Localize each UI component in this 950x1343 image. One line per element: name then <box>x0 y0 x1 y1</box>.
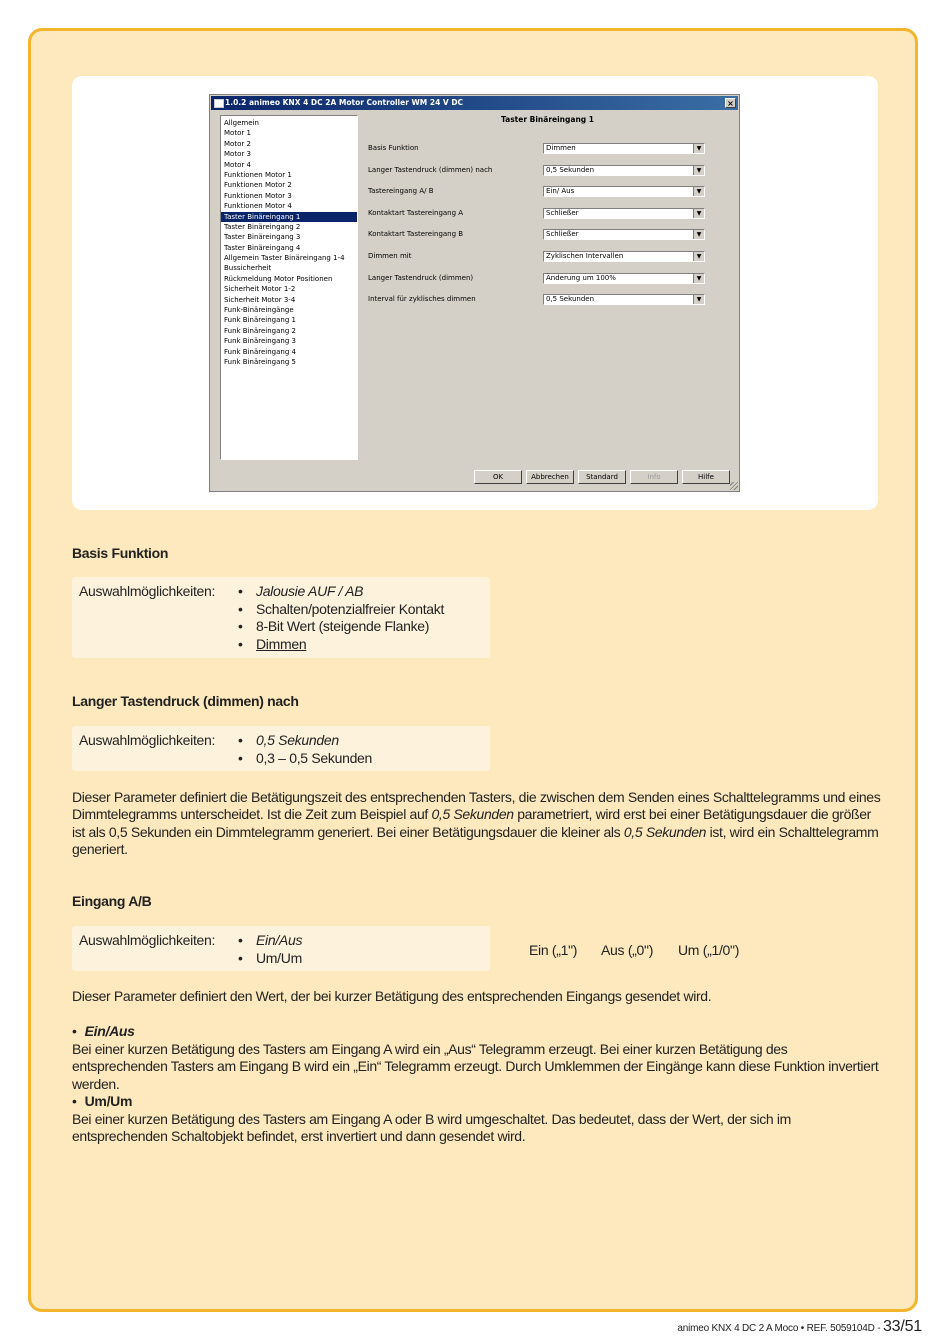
options-label: Auswahlmöglichkeiten: <box>79 583 216 599</box>
chevron-down-icon[interactable]: ▼ <box>693 274 704 283</box>
tree-item[interactable]: Funk Binäreingang 5 <box>224 357 296 366</box>
dialog-title: 1.0.2 animeo KNX 4 DC 2A Motor Controller WM 24 V DC <box>225 98 464 107</box>
options-label: Auswahlmöglichkeiten: <box>79 932 216 948</box>
dropdown-value: 0,5 Sekunden <box>546 295 595 304</box>
tree-item[interactable]: Funk Binäreingang 2 <box>224 326 296 335</box>
list-item: • 0,5 Sekunden <box>238 732 339 748</box>
paragraph-ein-aus: Bei einer kurzen Betätigung des Tasters am Eingang A wird ein „Aus“ Telegramm erzeugt. Bei einer kurzen Betätigung des entsprechenden Tasters am Eingang B wird ein „Ein“ Telegramm erzeugt. Durch Umklemmen der Eingänge kann diese Funktion invertiert werden. <box>72 1041 879 1092</box>
parameter-dropdown[interactable] <box>543 186 705 197</box>
dialog-titlebar[interactable] <box>211 96 738 110</box>
tree-item[interactable]: Taster Binäreingang 3 <box>224 233 301 242</box>
panel-title: Taster Binäreingang 1 <box>500 115 594 124</box>
parameter-row <box>368 143 708 155</box>
section-title-basis: Basis Funktion <box>72 545 169 561</box>
footer-text: animeo KNX 4 DC 2 A Moco • REF. 5059104D - <box>677 1323 881 1334</box>
paragraph-um-um: Bei einer kurzen Betätigung des Tasters am Eingang A oder B wird umgeschaltet. Das bedeutet, dass der Wert, der sich im entsprechenden Schaltobjekt befindet, erst invertiert und dann gesendet wird. <box>72 1111 791 1145</box>
legend-aus: Aus („0") <box>601 942 654 958</box>
ok-button[interactable]: OK <box>474 470 522 484</box>
paragraph-langer: Dieser Parameter definiert die Betätigungszeit des entsprechenden Tasters, die zwischen dem Senden eines Schalttelegramms und eines Dimmtelegramms unterscheidet. Ist die Zeit zum Beispiel auf 0,5 Sekunden parametriert, wird erst bei einer Betätigungsdauer die größer ist als 0,5 Sekunden ein Dimmtelegramm generiert. Bei einer Betätigungsdauer die kleiner als 0,5 Sekunden ist, wird ein Schalttelegramm generiert. <box>72 789 881 858</box>
options-box-langer <box>72 726 490 771</box>
parameter-label: Kontaktart Tastereingang B <box>368 230 464 239</box>
parameter-dialog <box>209 94 740 492</box>
page-number: 33/51 <box>882 1318 922 1335</box>
bullet-head-ein-aus: • Ein/Aus <box>72 1023 135 1039</box>
list-item: • Um/Um <box>238 949 302 966</box>
parameter-dropdown[interactable] <box>543 165 705 176</box>
chevron-down-icon[interactable]: ▼ <box>693 166 704 175</box>
bullet-head-um-um: • Um/Um <box>72 1093 133 1109</box>
dropdown-value: Ein/ Aus <box>546 187 575 196</box>
tree-item[interactable]: Motor 4 <box>224 160 251 169</box>
list-item: • 8-Bit Wert (steigende Flanke) <box>238 618 430 634</box>
parameter-label: Interval für zyklisches dimmen <box>368 295 476 304</box>
chevron-down-icon[interactable]: ▼ <box>693 230 704 239</box>
parameter-label: Kontaktart Tastereingang A <box>368 208 464 217</box>
section-title-langer: Langer Tastendruck (dimmen) nach <box>72 693 299 709</box>
tree-item[interactable]: Funk Binäreingang 3 <box>224 337 296 346</box>
parameter-tree[interactable] <box>220 115 358 460</box>
tree-item[interactable]: Funktionen Motor 4 <box>224 202 292 211</box>
list-item: • Jalousie AUF / AB <box>238 583 364 599</box>
parameter-row <box>368 186 708 198</box>
close-button[interactable]: × <box>725 98 736 108</box>
dropdown-value: 0,5 Sekunden <box>546 165 595 174</box>
parameter-label: Tastereingang A/ B <box>368 187 434 196</box>
standard-button[interactable]: Standard <box>578 470 626 484</box>
parameter-label: Dimmen mit <box>368 252 412 260</box>
parameter-row <box>368 251 708 263</box>
options-box-eingang <box>72 926 490 971</box>
tree-item[interactable]: Funk Binäreingang 4 <box>224 347 296 356</box>
tree-item[interactable]: Funk Binäreingang 1 <box>224 316 296 325</box>
page-footer <box>677 1318 922 1336</box>
parameter-label: Langer Tastendruck (dimmen) <box>368 273 474 282</box>
parameter-dropdown[interactable] <box>543 251 705 262</box>
parameter-row <box>368 165 708 177</box>
app-icon <box>214 99 224 108</box>
chevron-down-icon[interactable]: ▼ <box>693 295 704 304</box>
parameter-row <box>368 208 708 220</box>
help-button[interactable]: Hilfe <box>682 470 730 484</box>
dropdown-value: Zyklischen Intervallen <box>546 252 624 260</box>
tree-item[interactable]: Taster Binäreingang 2 <box>224 222 301 231</box>
parameter-label: Langer Tastendruck (dimmen) nach <box>368 165 493 174</box>
tree-item[interactable]: Motor 3 <box>224 150 251 159</box>
tree-item[interactable]: Sicherheit Motor 3-4 <box>224 295 296 304</box>
parameter-row <box>368 294 708 306</box>
tree-item[interactable]: Bussicherheit <box>224 264 272 273</box>
tree-item[interactable]: Funktionen Motor 3 <box>224 191 292 200</box>
dropdown-value: Änderung um 100% <box>546 273 616 282</box>
info-button[interactable]: Info <box>630 470 678 484</box>
cancel-button[interactable]: Abbrechen <box>526 470 574 484</box>
dropdown-value: Schließer <box>546 208 579 217</box>
dropdown-value: Dimmen <box>546 144 576 152</box>
list-item: • Ein/Aus <box>238 932 303 948</box>
tree-item[interactable]: Taster Binäreingang 1 <box>221 212 357 222</box>
chevron-down-icon[interactable]: ▼ <box>693 187 704 196</box>
tree-item[interactable]: Funk-Binäreingänge <box>224 306 294 315</box>
tree-item[interactable]: Funktionen Motor 1 <box>224 170 292 179</box>
options-box-basis <box>72 577 490 658</box>
parameter-dropdown[interactable] <box>543 229 705 240</box>
tree-item[interactable]: Taster Binäreingang 4 <box>224 243 301 252</box>
tree-item[interactable]: Rückmeldung Motor Positionen <box>224 274 333 283</box>
legend-ein: Ein („1") <box>529 942 578 958</box>
parameter-dropdown[interactable] <box>543 273 705 284</box>
section-title-eingang: Eingang A/B <box>72 893 152 909</box>
parameter-dropdown[interactable] <box>543 208 705 219</box>
tree-item[interactable]: Sicherheit Motor 1-2 <box>224 285 296 294</box>
dropdown-value: Schließer <box>546 230 579 239</box>
tree-item[interactable]: Motor 1 <box>224 129 251 138</box>
legend-um: Um („1/0") <box>678 942 740 958</box>
tree-item[interactable]: Motor 2 <box>224 139 251 148</box>
parameter-row <box>368 229 708 241</box>
list-item: • 0,3 – 0,5 Sekunden <box>238 749 373 766</box>
resize-grip-icon[interactable] <box>730 482 738 490</box>
chevron-down-icon[interactable]: ▼ <box>693 209 704 218</box>
list-item: • Schalten/potenzialfreier Kontakt <box>238 600 445 617</box>
parameter-row <box>368 273 708 285</box>
parameter-label: Basis Funktion <box>368 144 419 152</box>
options-label: Auswahlmöglichkeiten: <box>79 732 216 748</box>
tree-item[interactable]: Funktionen Motor 2 <box>224 181 292 190</box>
parameter-dropdown[interactable] <box>543 294 705 305</box>
tree-item[interactable]: Allgemein Taster Binäreingang 1-4 <box>224 254 345 263</box>
list-item: • Dimmen <box>238 635 307 652</box>
tree-item[interactable]: Allgemein <box>224 119 259 127</box>
paragraph-eingang: Dieser Parameter definiert den Wert, der bei kurzer Betätigung des entsprechenden Eingangs gesendet wird. <box>72 988 712 1004</box>
parameter-dropdown[interactable] <box>543 143 705 154</box>
chevron-down-icon[interactable]: ▼ <box>693 252 704 261</box>
chevron-down-icon[interactable]: ▼ <box>693 144 704 153</box>
